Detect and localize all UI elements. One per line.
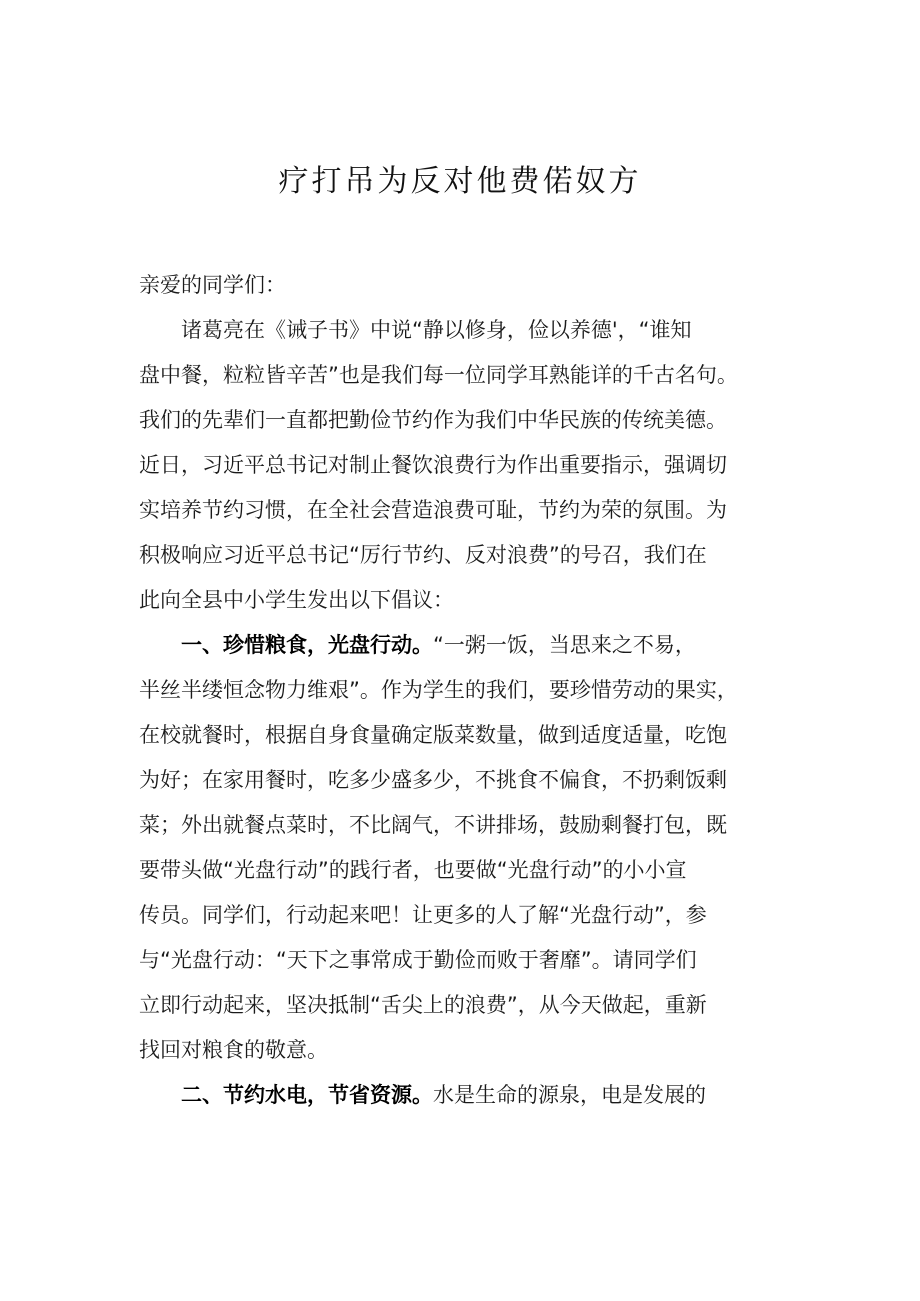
section-2-first-line [181,1080,831,1112]
section-1-heading: 一、珍惜粮食，光盘行动。 [181,633,433,657]
paragraph-line: 为好；在家用餐时，吃多少盛多少，不挑食不偏食，不扔剩饭剩 [139,768,727,792]
paragraph-line: 菜；外出就餐点菜时，不比阔气，不讲排场，鼓励剩餐打包，既 [139,813,727,837]
paragraph-line: 与“光盘行动：“天下之事常成于勤俭而败于奢靡”。请同学们 [139,948,697,972]
paragraph-line: 近日，习近平总书记对制止餐饮浪费行为作出重要指示，强调切 [139,453,727,477]
section-2-heading: 二、节约水电，节省资源。 [181,1083,433,1107]
paragraph-line: 此向全县中小学生发出以下倡议： [139,588,454,612]
paragraph-line: 积极响应习近平总书记“厉行节约、反对浪费”的号召，我们在 [139,543,707,567]
paragraph-line: 实培养节约习惯，在全社会营造浪费可耻，节约为荣的氛围。为 [139,498,727,522]
document-title: 疗打吊为反对他费偌奴方 [278,164,642,199]
paragraph-line: 要带头做“光盘行动”的践行者，也要做“光盘行动”的小小宣 [139,858,687,882]
section-2-first-line-text: 水是生命的源泉，电是发展的 [433,1083,706,1107]
paragraph-line: 半丝半缕恒念物力维艰”。作为学生的我们，要珍惜劳动的果实， [139,678,738,702]
section-1-first-line-text: “一粥一饭，当思来之不易， [433,633,696,657]
paragraph-line: 找回对粮食的敬意。 [139,1038,328,1062]
paragraph-line: 诸葛亮在《诫子书》中说“静以修身，俭以养德'，“谁知 [181,318,692,342]
section-1-first-line [181,630,831,662]
paragraph-line: 在校就餐时，根据自身食量确定版菜数量，做到适度适量，吃饱 [139,723,727,747]
greeting: 亲爱的同学们： [139,273,286,297]
paragraph-line: 盘中餐，粒粒皆辛苦”也是我们每一位同学耳熟能详的千古名句。 [139,363,738,387]
paragraph-line: 传员。同学们，行动起来吧！让更多的人了解“光盘行动”，参 [139,903,707,927]
paragraph-line: 立即行动起来，坚决抵制“舌尖上的浪费”，从今天做起，重新 [139,993,707,1017]
paragraph-line: 我们的先辈们一直都把勤俭节约作为我们中华民族的传统美德。 [139,408,727,432]
